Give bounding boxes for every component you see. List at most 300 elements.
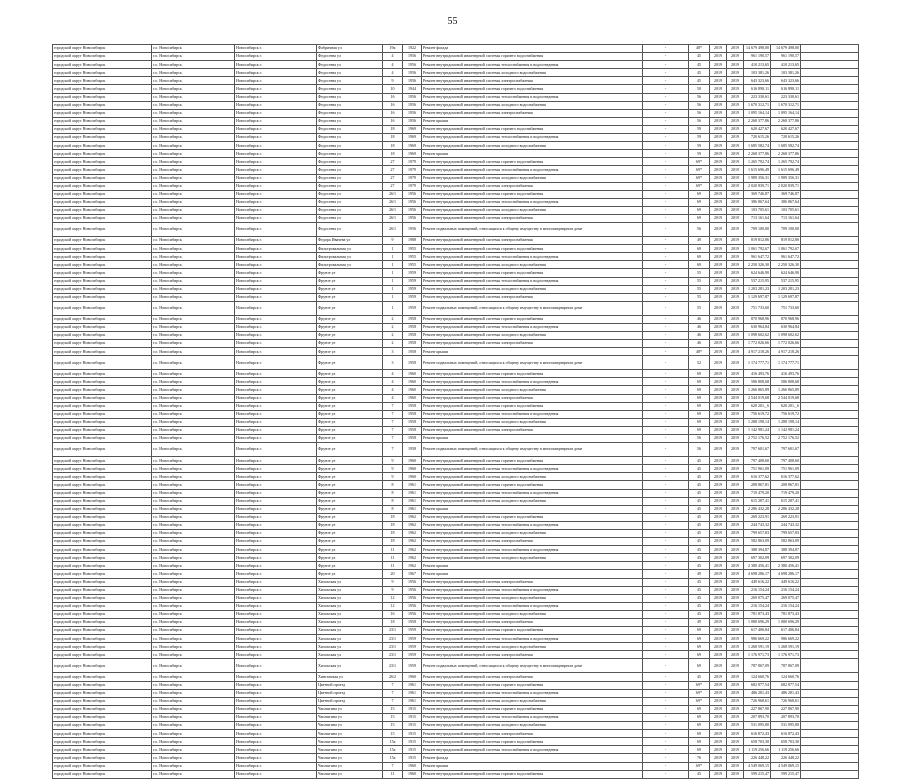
table-cell: - xyxy=(643,134,689,142)
table-cell: - xyxy=(643,386,689,394)
table-cell: г.о. Новосибирск xyxy=(152,370,235,378)
table-cell: - xyxy=(643,77,689,85)
table-cell: 620 427,67 xyxy=(744,125,771,133)
table-cell: 2019 xyxy=(727,93,744,101)
table-cell: 2019 xyxy=(727,285,744,293)
table-cell: г.о. Новосибирск xyxy=(152,435,235,443)
table-cell: Новосибирск г. xyxy=(235,722,317,730)
table-cell: 2019 xyxy=(727,315,744,323)
table-cell: Новосибирск г. xyxy=(235,465,317,473)
table-cell: г.о. Новосибирск xyxy=(152,198,235,206)
table-cell: 2019 xyxy=(710,673,727,681)
table-cell: Ремонт внутридомовой инженерной системы теплоснабжения и водоотведения xyxy=(422,689,643,697)
table-cell: городской округ Новосибирск xyxy=(53,245,152,253)
table-cell: 1959 xyxy=(403,285,422,293)
table-cell: - xyxy=(643,45,689,53)
table-cell: 55 xyxy=(689,285,710,293)
table-cell: 1959 xyxy=(403,635,422,643)
table-cell: Федосеева ул xyxy=(317,134,383,142)
table-cell: 1 119 256,66 xyxy=(744,746,771,754)
table-cell: 2019 xyxy=(727,681,744,689)
table-cell: 2019 xyxy=(710,538,727,546)
table-cell: 10 xyxy=(383,85,403,93)
table-cell: Ремонт внутридомовой инженерной системы горячего водоснабжения xyxy=(422,245,643,253)
table-cell: 7 xyxy=(383,762,403,770)
table-cell: г.о. Новосибирск xyxy=(152,269,235,277)
table-cell: Новосибирск г. xyxy=(235,681,317,689)
table-row xyxy=(53,394,859,402)
table-cell: Ремонт внутридомовой инженерной системы электроснабжения xyxy=(422,394,643,402)
table-cell: 59 xyxy=(689,125,710,133)
table-cell: 7 xyxy=(383,402,403,410)
table-row xyxy=(53,570,859,578)
table-cell: 2019 xyxy=(727,762,744,770)
table-cell: г.о. Новосибирск xyxy=(152,762,235,770)
table-cell: 207 893,70 xyxy=(744,713,771,721)
table-cell: Новосибирск г. xyxy=(235,521,317,529)
table-cell: 15а xyxy=(383,738,403,746)
table-cell: 11 xyxy=(383,554,403,562)
table-cell: 208 867,81 xyxy=(744,481,771,489)
table-cell: 23/1 xyxy=(383,651,403,659)
table-cell xyxy=(801,253,859,261)
table-cell: 9 xyxy=(383,465,403,473)
table-cell: 2 250 326,30 xyxy=(771,261,801,269)
table-cell: 45 xyxy=(689,53,710,61)
table-cell: - xyxy=(643,659,689,673)
table-cell: 69 xyxy=(689,730,710,738)
table-cell: г.о. Новосибирск xyxy=(152,754,235,762)
table-cell: Фрунзе ул xyxy=(317,481,383,489)
table-cell: 1960 xyxy=(403,465,422,473)
table-cell: Фрунзе ул xyxy=(317,356,383,370)
table-cell: Новосибирск г. xyxy=(235,457,317,465)
table-cell: 2019 xyxy=(710,594,727,602)
table-cell: Хилокская ул xyxy=(317,659,383,673)
table-cell: Новосибирск г. xyxy=(235,513,317,521)
table-cell: 2 xyxy=(383,315,403,323)
table-cell: 9 xyxy=(383,578,403,586)
table-cell: 7 xyxy=(383,435,403,443)
table-cell: 26/2 xyxy=(383,673,403,681)
table-cell: 4 xyxy=(383,386,403,394)
table-row xyxy=(53,730,859,738)
table-cell: городской округ Новосибирск xyxy=(53,730,152,738)
table-cell: - xyxy=(643,340,689,348)
table-cell: Новосибирск г. xyxy=(235,117,317,125)
table-cell: 1 xyxy=(383,277,403,285)
table-cell: 2019 xyxy=(710,69,727,77)
table-cell: 2019 xyxy=(727,142,744,150)
table-cell: Фрунзе ул xyxy=(317,473,383,481)
table-cell: 2019 xyxy=(710,418,727,426)
table-cell: 2019 xyxy=(727,746,744,754)
table-cell: 8 xyxy=(383,497,403,505)
table-cell: Фрунзе ул xyxy=(317,546,383,554)
table-cell: 582 863,09 xyxy=(744,538,771,546)
table-cell: 69* xyxy=(689,697,710,705)
table-cell: 2019 xyxy=(727,206,744,214)
table-cell xyxy=(801,754,859,762)
table-cell: Фрунзе ул xyxy=(317,443,383,457)
table-cell: 2 544 019,68 xyxy=(771,394,801,402)
table-cell xyxy=(801,697,859,705)
table-cell: городской округ Новосибирск xyxy=(53,182,152,190)
table-cell xyxy=(801,770,859,778)
table-cell: - xyxy=(643,315,689,323)
table-cell: - xyxy=(643,643,689,651)
table-cell: - xyxy=(643,182,689,190)
table-cell: Новосибирск г. xyxy=(235,738,317,746)
table-cell: 1969 xyxy=(403,150,422,158)
table-cell: г.о. Новосибирск xyxy=(152,635,235,643)
table-cell: Ремонт внутридомовой инженерной системы теплоснабжения и водоотведения xyxy=(422,746,643,754)
table-row xyxy=(53,689,859,697)
table-cell: 1960 xyxy=(403,370,422,378)
table-cell: 1956 xyxy=(403,594,422,602)
table-cell: 599 215,47 xyxy=(744,770,771,778)
table-cell: 697 302,09 xyxy=(771,554,801,562)
table-cell xyxy=(801,594,859,602)
table-cell: Фрунзе ул xyxy=(317,394,383,402)
table-row xyxy=(53,722,859,730)
table-cell: городской округ Новосибирск xyxy=(53,746,152,754)
table-cell: г.о. Новосибирск xyxy=(152,237,235,245)
table-cell: Новосибирск г. xyxy=(235,261,317,269)
table-cell: г.о. Новосибирск xyxy=(152,594,235,602)
table-cell: 7 xyxy=(383,410,403,418)
table-cell: Ремонт подвальных помещений, относящихся к общему имуществу в многоквартирном доме xyxy=(422,659,643,673)
table-cell: городской округ Новосибирск xyxy=(53,53,152,61)
table-cell: Новосибирск г. xyxy=(235,182,317,190)
table-cell xyxy=(801,45,859,53)
table-cell: городской округ Новосибирск xyxy=(53,673,152,681)
table-cell: г.о. Новосибирск xyxy=(152,45,235,53)
table-cell: городской округ Новосибирск xyxy=(53,394,152,402)
table-cell: 1 142 981,24 xyxy=(771,426,801,434)
table-cell: - xyxy=(643,570,689,578)
table-cell: - xyxy=(643,402,689,410)
table-cell: Новосибирск г. xyxy=(235,473,317,481)
table-cell: 2019 xyxy=(710,174,727,182)
table-cell: г.о. Новосибирск xyxy=(152,505,235,513)
table-cell: 1 615 696,49 xyxy=(771,166,801,174)
table-cell: 537 215,95 xyxy=(771,277,801,285)
table-cell: г.о. Новосибирск xyxy=(152,465,235,473)
table-cell: 1 xyxy=(383,245,403,253)
table-cell: Фрунзе ул xyxy=(317,410,383,418)
table-cell: Фрунзе ул xyxy=(317,489,383,497)
table-cell: 2019 xyxy=(727,562,744,570)
table-cell: 2019 xyxy=(727,722,744,730)
table-cell: городской округ Новосибирск xyxy=(53,770,152,778)
table-cell: 45 xyxy=(689,554,710,562)
table-cell: 1956 xyxy=(403,77,422,85)
table-cell: 16 xyxy=(383,109,403,117)
table-cell xyxy=(801,481,859,489)
table-cell: 16 xyxy=(383,117,403,125)
table-cell xyxy=(801,293,859,301)
table-cell: 2019 xyxy=(710,651,727,659)
table-row xyxy=(53,348,859,356)
table-cell: - xyxy=(643,69,689,77)
table-cell: Федосеева ул xyxy=(317,190,383,198)
table-cell: 59 xyxy=(689,150,710,158)
table-cell: 599 215,47 xyxy=(771,770,801,778)
table-cell: 986 669,22 xyxy=(744,635,771,643)
table-cell: Фрунзе ул xyxy=(317,332,383,340)
table-cell: 1 xyxy=(383,253,403,261)
table-cell: г.о. Новосибирск xyxy=(152,443,235,457)
table-cell: 2019 xyxy=(710,713,727,721)
table-cell: Ремонт внутридомовой инженерной системы теплоснабжения и водоотведения xyxy=(422,713,643,721)
table-cell xyxy=(801,394,859,402)
table-cell: 531 095,80 xyxy=(771,722,801,730)
table-cell: 4 xyxy=(383,378,403,386)
table-cell: Федосеева ул xyxy=(317,206,383,214)
table-cell xyxy=(801,513,859,521)
table-cell: 2019 xyxy=(727,370,744,378)
table-cell: Ремонт внутридомовой инженерной системы электроснабжения xyxy=(422,237,643,245)
table-cell: Новосибирск г. xyxy=(235,635,317,643)
table-row xyxy=(53,269,859,277)
table-cell: Фрунзе ул xyxy=(317,386,383,394)
table-cell: 216 154,24 xyxy=(771,602,801,610)
table-cell: 2019 xyxy=(710,562,727,570)
table-cell: 69 xyxy=(689,370,710,378)
table-cell: г.о. Новосибирск xyxy=(152,394,235,402)
table-cell: 23/1 xyxy=(383,635,403,643)
table-cell: 55 xyxy=(689,301,710,315)
table-cell: 45 xyxy=(689,77,710,85)
table-row xyxy=(53,578,859,586)
table-cell: городской округ Новосибирск xyxy=(53,497,152,505)
table-cell: г.о. Новосибирск xyxy=(152,323,235,331)
table-cell: 208 867,81 xyxy=(771,481,801,489)
table-cell: 2019 xyxy=(727,770,744,778)
table-cell: Ремонт крыши xyxy=(422,562,643,570)
table-cell: Ремонт внутридомовой инженерной системы холодного водоснабжения xyxy=(422,722,643,730)
table-cell: Новосибирск г. xyxy=(235,394,317,402)
table-cell: Федосеева ул xyxy=(317,214,383,222)
table-cell: Ремонт внутридомовой инженерной системы горячего водоснабжения xyxy=(422,190,643,198)
table-cell xyxy=(801,546,859,554)
table-cell: Новосибирск г. xyxy=(235,142,317,150)
table-cell: 223 330,61 xyxy=(771,93,801,101)
table-cell: 2019 xyxy=(710,125,727,133)
table-cell: 1 080 696,29 xyxy=(744,619,771,627)
table-cell: городской округ Новосибирск xyxy=(53,174,152,182)
table-cell: 69 xyxy=(689,214,710,222)
table-cell: Цветной проезд xyxy=(317,697,383,705)
table-cell: городской округ Новосибирск xyxy=(53,538,152,546)
table-cell xyxy=(801,705,859,713)
table-cell xyxy=(801,301,859,315)
table-cell: 2019 xyxy=(710,77,727,85)
table-cell: Ремонт крыши xyxy=(422,150,643,158)
table-cell: Фрунзе ул xyxy=(317,538,383,546)
table-cell: Новосибирск г. xyxy=(235,190,317,198)
table-cell: 2019 xyxy=(710,513,727,521)
table-cell: городской округ Новосибирск xyxy=(53,261,152,269)
table-cell xyxy=(801,214,859,222)
table-cell: 2019 xyxy=(710,435,727,443)
table-cell: 16 xyxy=(383,93,403,101)
table-cell: 2019 xyxy=(710,521,727,529)
table-cell: Новосибирск г. xyxy=(235,673,317,681)
table-cell: 14 679 498,00 xyxy=(771,45,801,53)
table-cell: 7 xyxy=(383,697,403,705)
table-cell: 2019 xyxy=(710,386,727,394)
table-cell xyxy=(801,69,859,77)
table-cell: 1 174 777,71 xyxy=(744,356,771,370)
table-cell: городской округ Новосибирск xyxy=(53,426,152,434)
table-row xyxy=(53,481,859,489)
table-cell: 2019 xyxy=(727,730,744,738)
table-cell: городской округ Новосибирск xyxy=(53,610,152,618)
table-cell: Новосибирск г. xyxy=(235,61,317,69)
table-cell: - xyxy=(643,746,689,754)
table-cell: 69* xyxy=(689,762,710,770)
table-row xyxy=(53,253,859,261)
table-cell: Хилокская ул xyxy=(317,594,383,602)
table-cell: 1915 xyxy=(403,713,422,721)
table-cell: 269 075,47 xyxy=(744,594,771,602)
table-cell: г.о. Новосибирск xyxy=(152,402,235,410)
table-body xyxy=(53,45,859,779)
table-cell: 2019 xyxy=(727,378,744,386)
table-cell: Фрунзе ул xyxy=(317,293,383,301)
table-cell: г.о. Новосибирск xyxy=(152,705,235,713)
table-cell: городской округ Новосибирск xyxy=(53,602,152,610)
table-cell: Новосибирск г. xyxy=(235,85,317,93)
table-cell: - xyxy=(643,546,689,554)
table-cell: 719 479,20 xyxy=(771,489,801,497)
table-row xyxy=(53,410,859,418)
table-cell: г.о. Новосибирск xyxy=(152,610,235,618)
table-cell: 1960 xyxy=(403,770,422,778)
table-cell: городской округ Новосибирск xyxy=(53,315,152,323)
table-cell: 2019 xyxy=(710,635,727,643)
table-cell: Новосибирск г. xyxy=(235,386,317,394)
table-row xyxy=(53,101,859,109)
table-cell: г.о. Новосибирск xyxy=(152,77,235,85)
table-cell xyxy=(801,85,859,93)
table-cell: 719 479,20 xyxy=(744,489,771,497)
table-cell: Ремонт внутридомовой инженерной системы электроснабжения xyxy=(422,109,643,117)
table-cell: Ремонт крыши xyxy=(422,762,643,770)
table-cell: 46 xyxy=(689,332,710,340)
table-cell: городской округ Новосибирск xyxy=(53,465,152,473)
table-cell xyxy=(801,554,859,562)
table-cell: 1969 xyxy=(403,125,422,133)
table-cell: 69 xyxy=(689,722,710,730)
table-cell: - xyxy=(643,214,689,222)
table-row xyxy=(53,261,859,269)
table-cell: 720 615,26 xyxy=(744,134,771,142)
table-cell: г.о. Новосибирск xyxy=(152,356,235,370)
table-cell: Ремонт внутридомовой инженерной системы холодного водоснабжения xyxy=(422,610,643,618)
table-cell: Федосеева ул xyxy=(317,69,383,77)
table-cell: Ремонт внутридомовой инженерной системы горячего водоснабжения xyxy=(422,627,643,635)
table-cell xyxy=(801,410,859,418)
table-cell: г.о. Новосибирск xyxy=(152,513,235,521)
table-cell: - xyxy=(643,301,689,315)
table-cell: 4 xyxy=(383,69,403,77)
table-cell: 2019 xyxy=(727,489,744,497)
table-cell: 69 xyxy=(689,643,710,651)
table-cell: Фрунзе ул xyxy=(317,285,383,293)
page-number: 55 xyxy=(447,16,458,27)
table-cell: 2019 xyxy=(727,619,744,627)
table-cell: 1 095 164,14 xyxy=(771,109,801,117)
table-cell: Новосибирск г. xyxy=(235,323,317,331)
table-cell: Федосеева ул xyxy=(317,166,383,174)
table-cell: Новосибирск г. xyxy=(235,435,317,443)
table-cell: - xyxy=(643,738,689,746)
table-cell: 986 669,22 xyxy=(771,635,801,643)
table-cell: - xyxy=(643,101,689,109)
table-cell: 2019 xyxy=(710,473,727,481)
table-cell: 45 xyxy=(689,521,710,529)
table-cell: 1956 xyxy=(403,101,422,109)
table-cell: 2019 xyxy=(727,610,744,618)
table-cell: 1959 xyxy=(403,651,422,659)
table-cell: Ремонт внутридомовой инженерной системы холодного водоснабжения xyxy=(422,69,643,77)
table-row xyxy=(53,619,859,627)
table-cell: 410 213,65 xyxy=(771,61,801,69)
table-cell: Федосеева ул xyxy=(317,61,383,69)
table-cell: 2019 xyxy=(710,223,727,237)
table-row xyxy=(53,659,859,673)
table-cell: 2019 xyxy=(710,53,727,61)
table-cell: 2019 xyxy=(727,497,744,505)
table-cell: 616 898,11 xyxy=(771,85,801,93)
table-cell: 2019 xyxy=(710,245,727,253)
table-cell: 45 xyxy=(689,465,710,473)
table-cell: 1955 xyxy=(403,245,422,253)
table-cell: 2019 xyxy=(710,619,727,627)
table-cell: Новосибирск г. xyxy=(235,109,317,117)
table-cell: Ремонт внутридомовой инженерной системы холодного водоснабжения xyxy=(422,101,643,109)
table-cell xyxy=(801,206,859,214)
table-cell: 15 xyxy=(383,705,403,713)
table-cell: 9 xyxy=(383,586,403,594)
table-cell: г.о. Новосибирск xyxy=(152,473,235,481)
table-cell: Ремонт внутридомовой инженерной системы электроснабжения xyxy=(422,182,643,190)
table-cell: 124 660,76 xyxy=(771,673,801,681)
table-row xyxy=(53,93,859,101)
table-row xyxy=(53,125,859,133)
table-cell: - xyxy=(643,253,689,261)
table-cell xyxy=(801,356,859,370)
table-row xyxy=(53,746,859,754)
table-cell: 23/1 xyxy=(383,659,403,673)
table-cell: Федосеева ул xyxy=(317,158,383,166)
table-cell xyxy=(801,101,859,109)
table-cell: 2019 xyxy=(710,340,727,348)
table-cell: 787 867,09 xyxy=(771,659,801,673)
table-cell: 2 020 839,71 xyxy=(771,182,801,190)
table-cell: Федосеева ул xyxy=(317,174,383,182)
table-row xyxy=(53,529,859,537)
table-cell: городской округ Новосибирск xyxy=(53,435,152,443)
table-cell: 26/1 xyxy=(383,223,403,237)
table-cell: - xyxy=(643,681,689,689)
table-cell: Федосеева ул xyxy=(317,125,383,133)
table-cell: 2019 xyxy=(727,689,744,697)
table-cell: городской округ Новосибирск xyxy=(53,142,152,150)
